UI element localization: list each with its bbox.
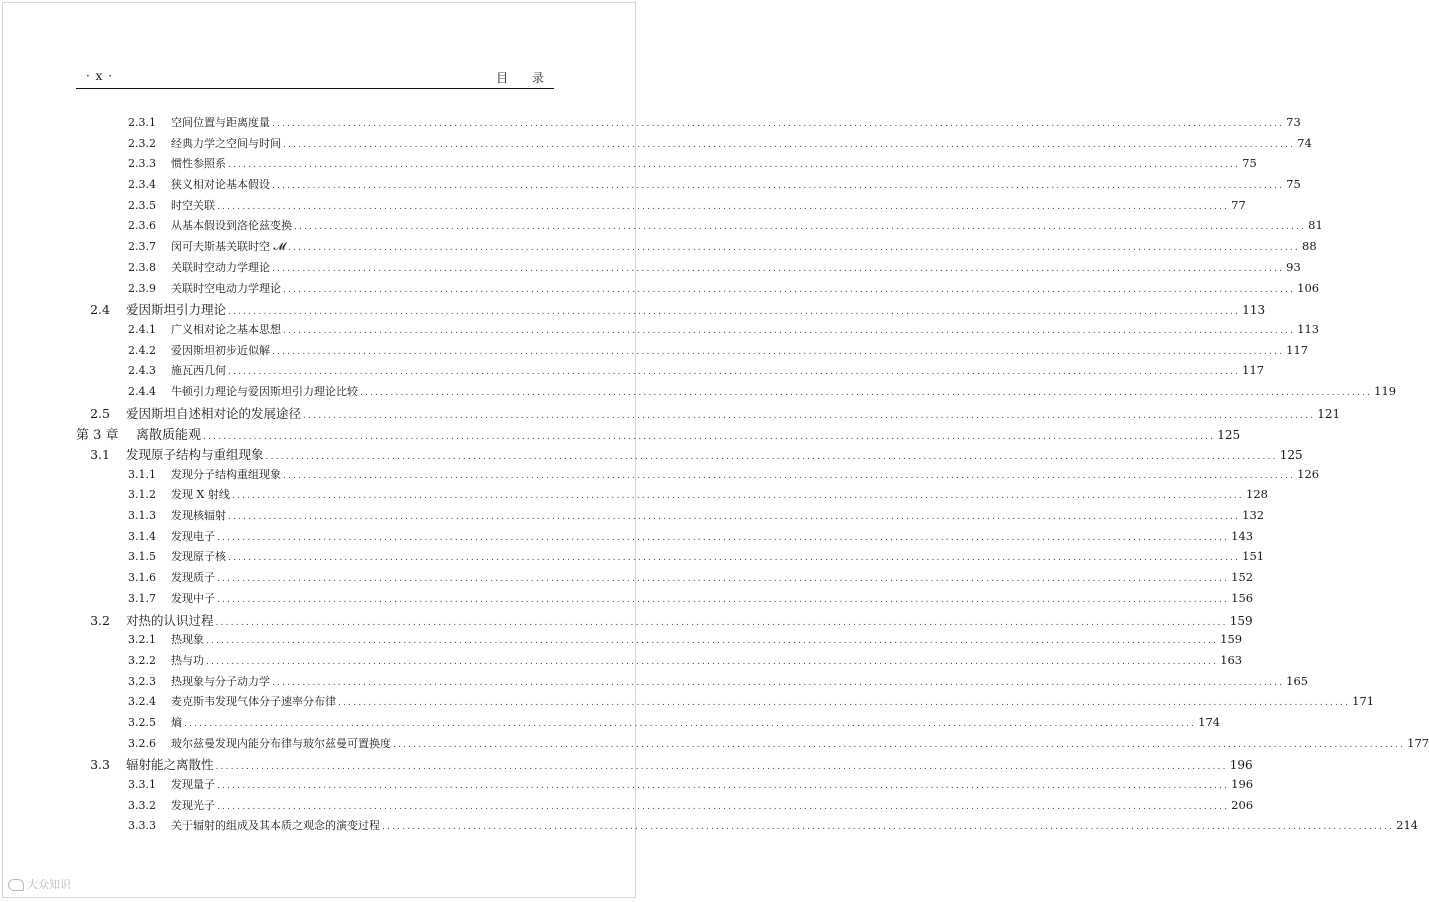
toc-entry-number: 3.1.4	[128, 529, 156, 543]
toc-entry-title: 发现质子	[171, 571, 215, 585]
toc-entry-title: 发现分子结构重组现象	[171, 467, 281, 481]
dot-leader: ........................................................................................................................................................................................................	[393, 739, 1406, 750]
dot-leader: ........................................................................................................................................................................................................	[360, 387, 1373, 398]
toc-entry-number: 3.1.1	[128, 467, 156, 481]
toc-entry-page: 165	[1286, 673, 1309, 688]
toc-entry-number: 3.1.7	[128, 591, 156, 605]
toc-entry[interactable]	[76, 362, 1265, 383]
toc-entry-page: 159	[1220, 632, 1243, 647]
toc-entry-title: 发现中子	[171, 591, 215, 605]
toc-entry[interactable]	[76, 114, 1301, 135]
toc-entry-title: 施瓦西几何	[171, 364, 226, 378]
dot-leader: ........................................................................................................................................................................................................	[206, 636, 1219, 647]
page-header	[76, 66, 554, 89]
dot-leader: ........................................................................................................................................................................................................	[283, 325, 1296, 336]
dot-leader: ........................................................................................................................................................................................................	[228, 553, 1241, 564]
toc-entry-page: 113	[1297, 321, 1320, 336]
toc-entry-number: 3.1.3	[128, 509, 156, 523]
toc-entry[interactable]	[76, 135, 1312, 156]
toc-entry-number: 2.3.2	[128, 136, 156, 150]
dot-leader: ........................................................................................................................................................................................................	[228, 160, 1241, 171]
toc-entry[interactable]	[76, 817, 1419, 838]
dot-leader: ........................................................................................................................................................................................................	[217, 801, 1230, 812]
toc-entry[interactable]	[76, 714, 1221, 735]
toc-entry-number: 第 3 章	[76, 428, 119, 444]
toc-entry-title: 麦克斯韦发现气体分子速率分布律	[171, 695, 336, 709]
dot-leader: ........................................................................................................................................................................................................	[215, 762, 1228, 773]
toc-entry[interactable]	[76, 755, 1253, 776]
toc-entry-number: 3.1.6	[128, 571, 156, 585]
dot-leader: ........................................................................................................................................................................................................	[206, 656, 1219, 667]
watermark	[8, 876, 71, 892]
toc-entry[interactable]	[76, 424, 1241, 445]
toc-entry-number: 2.3.9	[128, 281, 156, 295]
toc-entry-page: 151	[1242, 549, 1265, 564]
toc-entry-number: 2.5	[90, 405, 110, 421]
brand-logo-icon	[8, 879, 24, 891]
toc-entry-number: 3.1	[90, 447, 110, 462]
toc-entry-title: 爱因斯坦引力理论	[126, 302, 227, 318]
toc-entry-page: 81	[1308, 218, 1323, 233]
toc-entry[interactable]	[76, 548, 1265, 569]
toc-entry-page: 126	[1297, 466, 1320, 481]
toc-entry[interactable]	[76, 652, 1243, 673]
dot-leader: ........................................................................................................................................................................................................	[217, 574, 1230, 585]
toc-entry-page: 125	[1217, 428, 1241, 443]
toc-entry-page: 152	[1231, 570, 1254, 585]
toc-entry-title: 时空关联	[171, 198, 215, 212]
toc-entry-title: 发现原子结构与重组现象	[126, 447, 264, 462]
toc-entry[interactable]	[76, 466, 1320, 487]
toc-entry[interactable]	[76, 404, 1341, 425]
dot-leader: ........................................................................................................................................................................................................	[272, 181, 1285, 192]
toc-entry-page: 159	[1229, 613, 1253, 628]
dot-leader: ........................................................................................................................................................................................................	[283, 139, 1296, 150]
toc-entry-number: 3.2.3	[128, 674, 156, 688]
toc-entry-number: 2.3.6	[128, 219, 156, 233]
toc-entry-title: 惯性参照系	[171, 157, 226, 171]
toc-entry-number: 3.2.6	[128, 736, 156, 750]
toc-entry-title: 爱因斯坦自述相对论的发展途径	[126, 405, 302, 421]
toc-entry-number: 3.2.5	[128, 715, 156, 729]
toc-entry-number: 3.2.1	[128, 633, 156, 647]
toc-entry-title: 经典力学之空间与时间	[171, 136, 281, 150]
toc-entry-page: 125	[1279, 448, 1303, 462]
toc-entry[interactable]	[76, 259, 1301, 280]
toc-entry[interactable]	[76, 197, 1246, 218]
toc-entry[interactable]	[76, 797, 1254, 818]
dot-leader: ........................................................................................................................................................................................................	[265, 452, 1278, 462]
toc-entry-title: 关联时空电动力学理论	[171, 281, 281, 295]
toc-entry-page: 77	[1231, 197, 1246, 212]
dot-leader: ........................................................................................................................................................................................................	[217, 594, 1230, 605]
toc-entry-page: 113	[1242, 303, 1266, 318]
toc-entry-number: 2.4.4	[128, 384, 156, 398]
toc-entry-title: 对热的认识过程	[126, 612, 214, 628]
dot-leader: ........................................................................................................................................................................................................	[303, 410, 1316, 421]
dot-leader: ........................................................................................................................................................................................................	[203, 432, 1216, 443]
toc-entry-number: 3.2	[90, 612, 110, 628]
toc-entry[interactable]	[76, 445, 1303, 466]
toc-entry-title: 发现 X 射线	[171, 488, 230, 502]
toc-entry-title: 熵	[171, 715, 182, 729]
toc-entry-page: 119	[1374, 383, 1397, 398]
toc-entry-title: 狭义相对论基本假设	[171, 178, 270, 192]
dot-leader: ........................................................................................................................................................................................................	[228, 367, 1241, 378]
toc-entry-page: 75	[1286, 177, 1301, 192]
dot-leader: ........................................................................................................................................................................................................	[272, 119, 1285, 129]
toc-entry[interactable]	[76, 280, 1320, 301]
toc-entry-number: 2.3.4	[128, 178, 156, 192]
toc-entry-number: 3.3	[90, 757, 110, 773]
toc-entry-page: 206	[1231, 797, 1254, 812]
toc-entry-page: 121	[1317, 406, 1341, 421]
dot-leader: ........................................................................................................................................................................................................	[287, 243, 1300, 254]
toc-entry-number: 3.1.2	[128, 488, 156, 502]
toc-entry-number: 2.4.1	[128, 322, 156, 336]
toc-entry-title: 玻尔兹曼发现内能分布律与玻尔兹曼可置换度	[171, 736, 391, 750]
toc-entry-title: 离散质能观	[136, 428, 202, 444]
toc-entry[interactable]	[76, 611, 1253, 632]
running-title: 目 录	[496, 71, 554, 85]
toc-entry-title: 爱因斯坦初步近似解	[171, 343, 270, 357]
dot-leader: ........................................................................................................................................................................................................	[272, 346, 1285, 357]
toc-entry-number: 3.3.2	[128, 798, 156, 812]
toc-entry-page: 196	[1229, 758, 1253, 773]
toc-entry[interactable]	[76, 155, 1257, 176]
toc-entry-page: 117	[1286, 342, 1309, 357]
toc-entry[interactable]	[76, 321, 1320, 342]
toc-entry[interactable]	[76, 176, 1301, 197]
toc-entry-title: 热现象与分子动力学	[171, 674, 270, 688]
dot-leader: ........................................................................................................................................................................................................	[217, 532, 1230, 543]
toc-entry-page: 196	[1231, 777, 1254, 791]
toc-entry-number: 2.4.2	[128, 343, 156, 357]
dot-leader: ........................................................................................................................................................................................................	[184, 718, 1197, 729]
toc-entry-page: 174	[1198, 714, 1221, 729]
toc-entry-page: 163	[1220, 652, 1243, 667]
toc-entry-number: 3.2.4	[128, 695, 156, 709]
toc-entry-page: 75	[1242, 156, 1257, 171]
toc-entry-page: 171	[1352, 694, 1375, 709]
toc-entry[interactable]	[76, 342, 1309, 363]
toc-entry[interactable]	[76, 217, 1323, 238]
toc-entry-title: 闵可夫斯基关联时空 𝓜	[171, 240, 286, 254]
dot-leader: ........................................................................................................................................................................................................	[283, 284, 1296, 295]
toc-entry-title: 热与功	[171, 653, 204, 667]
toc-entry[interactable]	[76, 486, 1268, 507]
toc-entry-number: 2.4	[90, 302, 110, 318]
toc-entry-title: 关联时空动力学理论	[171, 260, 270, 274]
dot-leader: ........................................................................................................................................................................................................	[272, 263, 1285, 274]
toc-entry-title: 牛顿引力理论与爱因斯坦引力理论比较	[171, 384, 358, 398]
toc-entry-number: 2.4.3	[128, 364, 156, 378]
toc-entry[interactable]	[76, 631, 1243, 652]
toc-entry-title: 发现电子	[171, 529, 215, 543]
toc-entry-page: 132	[1242, 508, 1265, 523]
toc-entry-title: 空间位置与距离度量	[171, 116, 270, 129]
table-of-contents	[76, 114, 1429, 838]
toc-entry-title: 关于辐射的组成及其本质之观念的演变过程	[171, 819, 380, 833]
toc-entry-number: 2.3.1	[128, 116, 156, 129]
toc-entry[interactable]	[76, 569, 1254, 590]
toc-entry-number: 2.3.3	[128, 157, 156, 171]
dot-leader: ........................................................................................................................................................................................................	[228, 512, 1241, 523]
toc-entry[interactable]	[76, 528, 1254, 549]
toc-entry-number: 3.3.1	[128, 778, 156, 791]
toc-entry-page: 93	[1286, 259, 1301, 274]
toc-entry-number: 3.2.2	[128, 653, 156, 667]
toc-entry[interactable]	[76, 590, 1254, 611]
toc-entry-title: 发现量子	[171, 778, 215, 791]
toc-entry-page: 177	[1407, 735, 1429, 750]
toc-entry-title: 发现核辐射	[171, 509, 226, 523]
toc-entry[interactable]	[76, 735, 1429, 756]
toc-entry-number: 3.1.5	[128, 550, 156, 564]
watermark-text: 大众知识	[27, 878, 71, 891]
dot-leader: ........................................................................................................................................................................................................	[283, 470, 1296, 481]
toc-entry-page: 88	[1302, 239, 1317, 254]
toc-entry[interactable]	[76, 673, 1309, 694]
toc-entry-title: 发现原子核	[171, 550, 226, 564]
toc-entry-title: 辐射能之离散性	[126, 757, 214, 773]
dot-leader: ........................................................................................................................................................................................................	[228, 307, 1241, 318]
toc-entry-page: 214	[1396, 818, 1419, 833]
dot-leader: ........................................................................................................................................................................................................	[217, 201, 1230, 212]
dot-leader: ........................................................................................................................................................................................................	[382, 822, 1395, 833]
dot-leader: ........................................................................................................................................................................................................	[231, 491, 1244, 502]
toc-entry-title: 发现光子	[171, 798, 215, 812]
toc-entry-page: 74	[1297, 135, 1312, 150]
toc-entry-title: 广义相对论之基本思想	[171, 322, 281, 336]
toc-entry-page: 106	[1297, 280, 1320, 295]
toc-entry[interactable]	[76, 300, 1266, 321]
toc-entry[interactable]	[76, 383, 1397, 404]
toc-entry-number: 2.3.8	[128, 260, 156, 274]
dot-leader: ........................................................................................................................................................................................................	[272, 677, 1285, 688]
toc-entry-page: 156	[1231, 590, 1254, 605]
toc-entry[interactable]	[76, 238, 1317, 259]
toc-entry[interactable]	[76, 776, 1254, 797]
dot-leader: ........................................................................................................................................................................................................	[338, 698, 1351, 709]
page-number: · x ·	[86, 69, 114, 83]
toc-entry-page: 128	[1246, 487, 1268, 502]
toc-entry-title: 热现象	[171, 633, 204, 647]
toc-entry-page: 143	[1231, 528, 1254, 543]
toc-entry[interactable]	[76, 507, 1265, 528]
toc-entry-number: 2.3.5	[128, 198, 156, 212]
toc-entry-page: 73	[1286, 115, 1301, 129]
toc-entry-page: 117	[1242, 363, 1265, 378]
dot-leader: ........................................................................................................................................................................................................	[294, 222, 1307, 233]
toc-entry[interactable]	[76, 693, 1375, 714]
toc-entry-number: 2.3.7	[128, 240, 156, 254]
toc-entry-title: 从基本假设到洛伦兹变换	[171, 219, 292, 233]
dot-leader: ........................................................................................................................................................................................................	[217, 781, 1230, 791]
toc-entry-number: 3.3.3	[128, 819, 156, 833]
dot-leader: ........................................................................................................................................................................................................	[215, 617, 1228, 628]
